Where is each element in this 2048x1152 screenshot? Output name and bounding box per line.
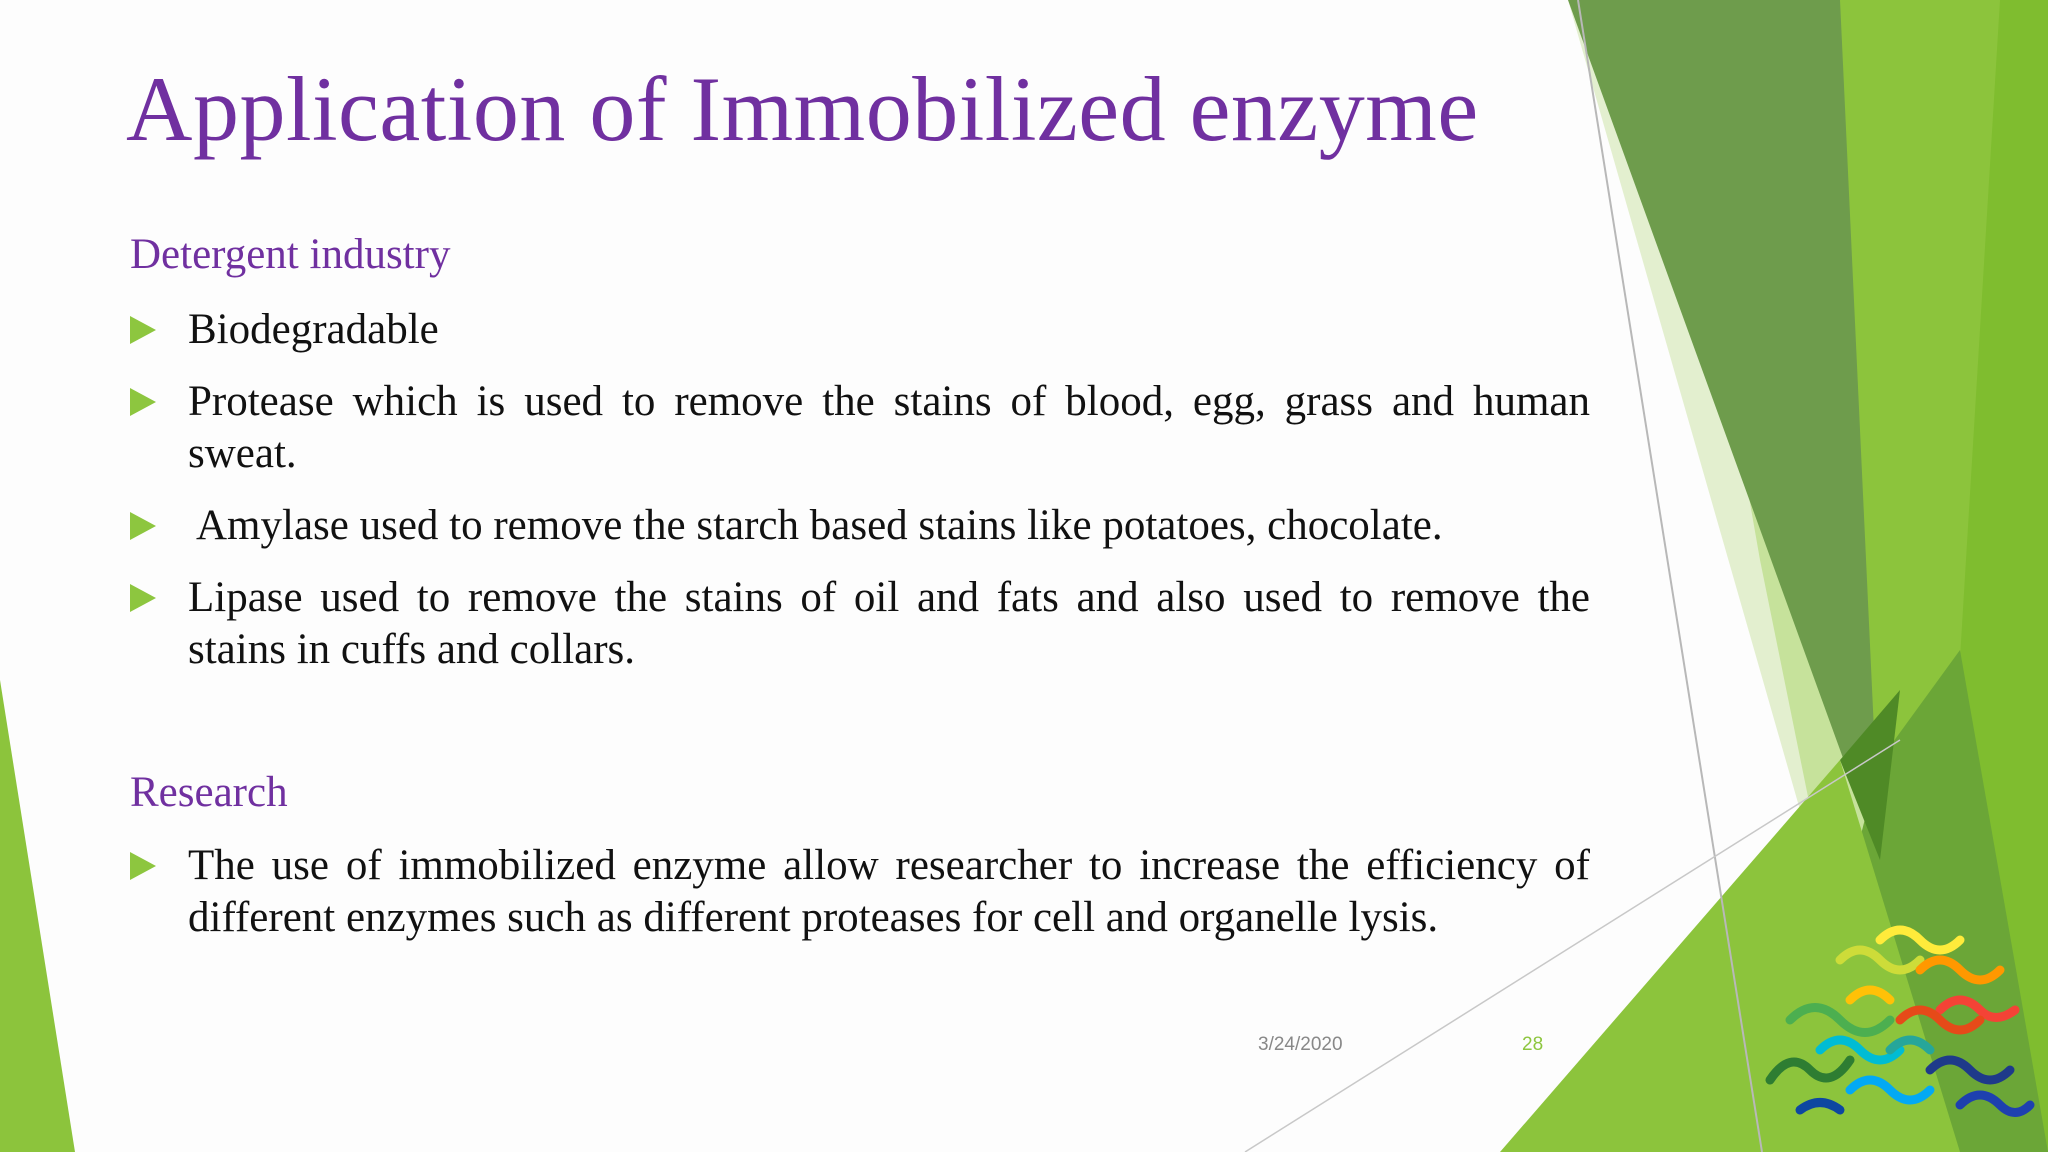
triangle-bullet-icon: [130, 388, 156, 416]
bullet-text: Amylase used to remove the starch based stains like potatoes, chocolate.: [196, 502, 1443, 549]
bullet-item: [130, 304, 1590, 356]
footer-date: 3/24/2020: [1258, 1034, 1343, 1055]
bullet-text: Lipase used to remove the stains of oil and fats and also used to remove the stains in cuffs and collars.: [188, 574, 1590, 673]
bullet-text: Protease which is used to remove the stains of blood, egg, grass and human sweat.: [188, 378, 1590, 477]
bullet-text: Biodegradable: [188, 306, 439, 353]
bullet-item: [130, 840, 1590, 944]
section-heading-detergent: Detergent industry: [130, 231, 451, 278]
left-green-sliver: [0, 680, 75, 1152]
bullet-item: [130, 376, 1590, 480]
protein-structure-image: [1730, 900, 2048, 1150]
triangle-bullet-icon: [130, 584, 156, 612]
triangle-bullet-icon: [130, 852, 156, 880]
triangle-bullet-icon: [130, 512, 156, 540]
section-heading-research: Research: [130, 769, 288, 816]
slide-title: Application of Immobilized enzyme: [126, 58, 1479, 160]
bullet-item: [130, 572, 1590, 676]
bullet-item: [130, 500, 1590, 552]
triangle-bullet-icon: [130, 316, 156, 344]
bullet-text: The use of immobilized enzyme allow researcher to increase the efficiency of different enzymes such as different proteases for cell and organelle lysis.: [188, 842, 1590, 941]
slide-number: 28: [1522, 1034, 1544, 1055]
